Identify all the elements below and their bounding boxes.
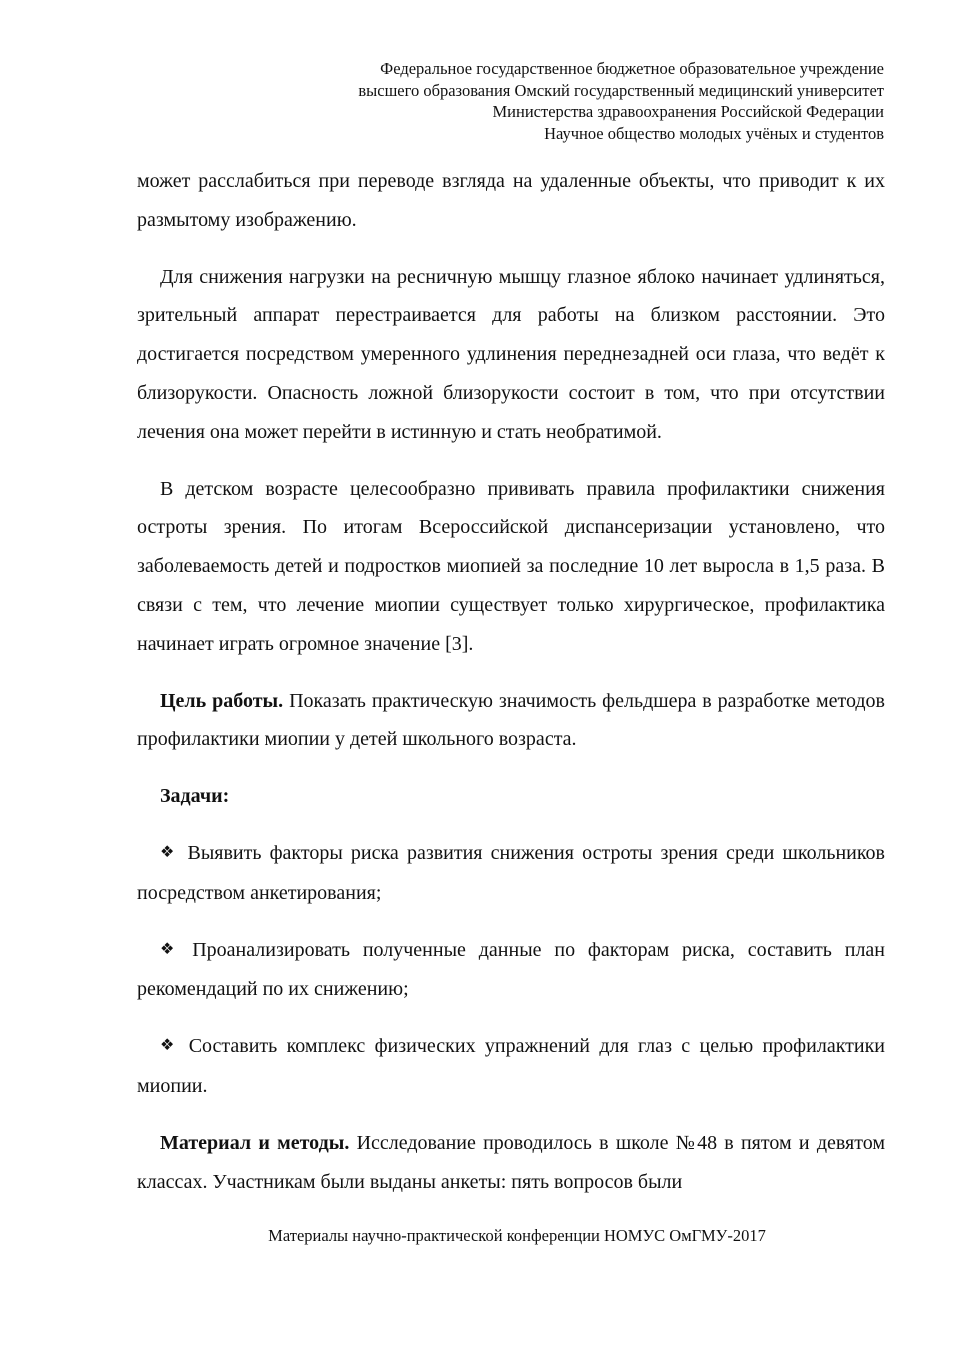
task-item (137, 931, 885, 1010)
header-line-university: высшего образования Омский государственный медицинский университет (358, 80, 884, 100)
diamond-bullet-icon: ❖ (160, 938, 183, 958)
page-footer: Материалы научно-практической конференции НОМУС ОмГМУ-2017 (268, 1226, 766, 1245)
diamond-bullet-icon: ❖ (160, 1035, 179, 1055)
goal-label: Цель работы. (160, 689, 284, 712)
task-item-text: Проанализировать полученные данные по факторам риска, составить план рекомендаций по их снижению; (137, 938, 886, 1001)
task-item (137, 1027, 885, 1106)
paragraph-myopia-mechanism: Для снижения нагрузки на ресничную мышцу глазное яблоко начинает удлиняться, зрительный аппарат перестраивается для работы на близком расстоянии. Это достигается посредством умеренного удлинения переднезадней оси глаза, что ведёт к близорукости. Опасность ложной близорукости состоит в том, что при отсутствии лечения она может перейти в истинную и стать необратимой. (137, 265, 885, 443)
goal-text: Показать практическую значимость фельдшера в разработке методов профилактики миопии у детей школьного возраста. (137, 689, 885, 751)
methods-text: Исследование проводилось в школе №48 в пятом и девятом классах. Участникам были выданы анкеты: пять вопросов были (137, 1131, 885, 1193)
task-item (137, 834, 885, 913)
diamond-bullet-icon: ❖ (160, 841, 178, 861)
task-item-text: Выявить факторы риска развития снижения остроты зрения среди школьников посредством анкетирования; (137, 841, 886, 904)
paragraph-prevention-importance: В детском возрасте целесообразно прививать правила профилактики снижения остроты зрения. По итогам Всероссийской диспансеризации установлено, что заболеваемость детей и подростков миопией за последние 10 лет выросла в 1,5 раза. В связи с тем, что лечение миопии существует только хирургическое, профилактика начинает играть огромное значение [3]. (137, 477, 885, 655)
document-body (137, 162, 885, 1201)
paragraph-goal (137, 682, 885, 760)
page-header (164, 58, 884, 144)
paragraph-continuation: может расслабиться при переводе взгляда на удаленные объекты, что приводит к их размытому изображению. (137, 170, 885, 231)
paragraph-methods (137, 1124, 885, 1202)
task-item-text: Составить комплекс физических упражнений для глаз с целью профилактики миопии. (137, 1035, 886, 1097)
header-line-ministry: Министерства здравоохранения Российской Федерации (492, 102, 884, 121)
methods-label: Материал и методы. (160, 1131, 350, 1154)
header-line-society: Научное общество молодых учёных и студентов (544, 123, 884, 143)
header-line-institution: Федеральное государственное бюджетное образовательное учреждение (380, 59, 884, 78)
tasks-heading: Задачи: (160, 785, 230, 808)
